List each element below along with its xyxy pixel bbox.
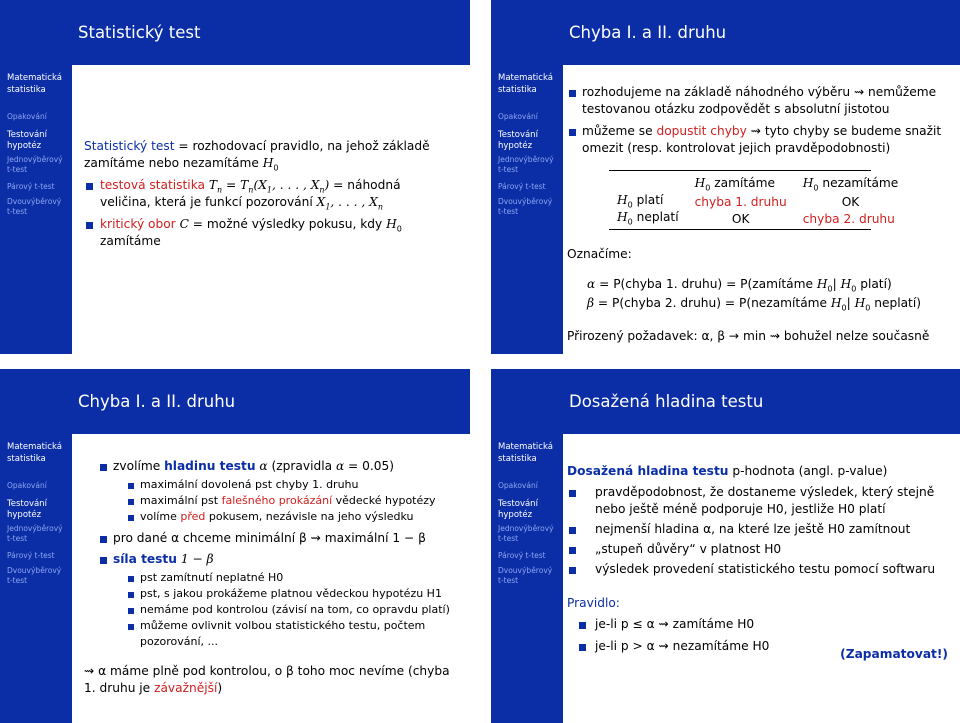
sidebar-item[interactable]: Opakování [498, 481, 538, 490]
sidebar-item[interactable]: hypotéz [7, 510, 42, 520]
sub-bullet-line: maximální pst falešného prokázání vědecké hypotézy [140, 494, 436, 507]
alpha-definition: α = P(chyba 1. druhu) = P(zamítáme $H_0|$ $H_0$ platí) [587, 277, 892, 294]
sidebar-item[interactable]: Opakování [7, 481, 47, 490]
slide-header [491, 369, 960, 434]
slide-title: Chyba I. a II. druhu [569, 23, 727, 42]
sidebar-item[interactable]: Matematická [7, 442, 62, 452]
definition-line-2: zamítáme nebo nezamítáme $H_0$ [84, 156, 279, 173]
sidebar-item[interactable]: statistika [7, 85, 46, 95]
bullet-critical-region: kritický obor C = možné výsledky pokusu, kdy $H_0$ [100, 217, 402, 234]
sidebar-item[interactable]: t-test [7, 207, 28, 216]
sidebar-item[interactable]: t-test [7, 165, 28, 174]
sidebar-item[interactable]: Opakování [498, 112, 538, 121]
bullet [579, 644, 586, 651]
bullet-line: výsledek provedení statistického testu pomocí softwaru [595, 562, 936, 576]
sidebar-item[interactable]: t-test [7, 534, 28, 543]
definition-line: Dosažená hladina testu p-hodnota (angl. p-value) [567, 464, 888, 478]
table-cell: OK [731, 211, 750, 226]
slide-content [84, 65, 460, 354]
sidebar-item[interactable]: Testování [498, 130, 538, 140]
sidebar-item[interactable]: Matematická [498, 73, 553, 83]
slide-title: Dosažená hladina testu [569, 392, 764, 411]
summary-line: ⇝ α máme plně pod kontrolou, o β toho moc nevíme (chyba [84, 664, 450, 678]
sub-bullet-line: pst zamítnutí neplatné H0 [140, 571, 284, 584]
slide-chyba-1 [491, 0, 960, 354]
pozadavek-line: Přirozený požadavek: α, β → min ⇝ bohužel nelze současně [567, 329, 930, 343]
sub-bullet-line: můžeme ovlivnit volbou statistického testu, počtem [140, 619, 426, 632]
sidebar-nav [491, 434, 563, 723]
sidebar-item[interactable]: t-test [498, 207, 519, 216]
bullet-line: pro dané α chceme minimální β ⇝ maximální 1 − β [113, 531, 426, 545]
table-cell: $H_0$ platí [617, 193, 664, 210]
sidebar-item[interactable]: Matematická [7, 73, 62, 83]
sub-bullet-line: pozorování, ... [140, 635, 218, 648]
sidebar-item[interactable]: Matematická [498, 442, 553, 452]
sidebar-item[interactable]: t-test [498, 576, 519, 585]
sidebar-item[interactable]: Jednovýběrový [498, 155, 554, 164]
bullet-line: nejmenší hladina α, na které lze ještě H0 zamítnout [595, 522, 911, 536]
sub-bullet [128, 483, 134, 489]
bullet [569, 90, 576, 97]
bullet-line: rozhodujeme na základě náhodného výběru ⇝ nemůžeme [582, 85, 937, 99]
sidebar-item[interactable]: hypotéz [498, 510, 533, 520]
sidebar-item[interactable]: Jednovýběrový [7, 524, 63, 533]
table-row [609, 176, 906, 193]
sidebar-item[interactable]: Testování [498, 499, 538, 509]
sidebar-item[interactable]: Dvouvýběrový [498, 197, 553, 206]
table-cell: $H_0$ neplatí [617, 210, 679, 227]
table-row [609, 210, 906, 227]
slide-header [491, 0, 960, 65]
sub-bullet [128, 515, 134, 521]
sidebar-item[interactable]: hypotéz [498, 141, 533, 151]
bullet [569, 490, 576, 497]
sidebar-item[interactable]: hypotéz [7, 141, 42, 151]
slide-content [84, 434, 460, 723]
table-rule [609, 229, 871, 230]
sub-bullet [128, 576, 134, 582]
bullet [100, 464, 107, 471]
sidebar-item[interactable]: statistika [498, 85, 537, 95]
sidebar-nav [0, 65, 72, 354]
sidebar-item[interactable]: Párový t-test [7, 551, 55, 560]
sub-bullet [128, 592, 134, 598]
sub-bullet-line: maximální dovolená pst chyby 1. druhu [140, 478, 359, 491]
oznacime-label: Označíme: [567, 247, 632, 261]
slide-dosazena-hladina [491, 369, 960, 723]
pravidlo-label: Pravidlo: [567, 596, 620, 610]
bullet [100, 557, 107, 564]
table-cell: chyba 1. druhu [694, 194, 787, 209]
sidebar-item[interactable]: Jednovýběrový [7, 155, 63, 164]
sidebar-nav [491, 65, 563, 354]
slide-content [567, 65, 950, 354]
sidebar-item[interactable]: Opakování [7, 112, 47, 121]
sidebar-item[interactable]: Testování [7, 499, 47, 509]
slide-content [567, 434, 950, 723]
sidebar-item[interactable]: Párový t-test [7, 182, 55, 191]
sub-bullet [128, 624, 134, 630]
slide-header [0, 369, 470, 434]
table-row [609, 193, 906, 210]
sidebar-item[interactable]: Párový t-test [498, 551, 546, 560]
slide-statisticky-test [0, 0, 470, 354]
bullet-test-statistic-2: veličina, která je funkcí pozorování $X_1$, . . . , $X_n$ [100, 195, 383, 212]
sub-bullet [128, 608, 134, 614]
sidebar-item[interactable]: Párový t-test [498, 182, 546, 191]
table-header: $H_0$ nezamítáme [802, 176, 899, 193]
table-rule [609, 170, 871, 171]
bullet [100, 536, 107, 543]
sidebar-item[interactable]: Dvouvýběrový [7, 197, 62, 206]
bullet-test-statistic: testová statistika $T_n = T_n(X_1$, . . . , $X_n$) = náhodná [100, 178, 401, 195]
sidebar-nav [0, 434, 72, 723]
bullet [86, 183, 93, 190]
bullet-line: testovanou otázku zodpovědět s absolutní jistotou [582, 102, 890, 116]
beta-definition: β = P(chyba 2. druhu) = P(nezamítáme $H_0|$ $H_0$ neplatí) [587, 296, 921, 313]
sidebar-item[interactable]: statistika [7, 454, 46, 464]
sidebar-item[interactable]: t-test [498, 165, 519, 174]
sub-bullet-line: pst, s jakou prokážeme platnou vědeckou hypotézu H1 [140, 587, 442, 600]
slide-title: Statistický test [78, 23, 201, 42]
slide-title: Chyba I. a II. druhu [78, 392, 236, 411]
rule-line: je-li p > α ⇝ nezamítáme H0 [595, 639, 770, 653]
sub-bullet-line: nemáme pod kontrolou (závisí na tom, co opravdu platí) [140, 603, 450, 616]
bullet-hladina: zvolíme hladinu testu α (zpravidla α = 0.05) [113, 459, 395, 473]
table-cell: chyba 2. druhu [802, 211, 895, 226]
table-cell: OK [841, 194, 860, 209]
bullet-critical-region-2: zamítáme [100, 234, 161, 248]
slide-header [0, 0, 470, 65]
sidebar-item[interactable]: t-test [498, 534, 519, 543]
summary-line-2: 1. druhu je závažnější) [84, 681, 223, 695]
bullet-line: omezit (resp. kontrolovat jejich pravděpodobnosti) [582, 141, 891, 155]
rule-line: je-li p ≤ α ⇝ zamítáme H0 [595, 617, 755, 631]
bullet [569, 527, 576, 534]
bullet [569, 567, 576, 574]
bullet [569, 547, 576, 554]
error-table [609, 176, 906, 227]
bullet [579, 622, 586, 629]
bullet-line: můžeme se dopustit chyby ⇝ tyto chyby se budeme snažit [582, 124, 942, 138]
sidebar-item[interactable]: Testování [7, 130, 47, 140]
bullet-line: pravděpodobnost, že dostaneme výsledek, který stejně [595, 485, 935, 499]
slide-chyba-2 [0, 369, 470, 723]
sidebar-item[interactable]: Dvouvýběrový [7, 566, 62, 575]
sidebar-item[interactable]: Dvouvýběrový [498, 566, 553, 575]
table-header: $H_0$ zamítáme [694, 176, 775, 193]
sub-bullet [128, 499, 134, 505]
sidebar-item[interactable]: t-test [7, 576, 28, 585]
bullet-sila: síla testu 1 − β [113, 552, 214, 566]
bullet-line: „stupeň důvěry“ v platnost H0 [595, 542, 782, 556]
definition-line: Statistický test = rozhodovací pravidlo, na jehož základě [84, 139, 430, 153]
sidebar-item[interactable]: Jednovýběrový [498, 524, 554, 533]
sub-bullet-line: volíme před pokusem, nezávisle na jeho výsledku [140, 510, 414, 523]
sidebar-item[interactable]: statistika [498, 454, 537, 464]
bullet-line: nebo ještě méně podporuje H0, jestliže H0 platí [595, 502, 886, 516]
zapamatovat-note: (Zapamatovat!) [840, 647, 948, 661]
bullet [569, 129, 576, 136]
bullet [86, 222, 93, 229]
